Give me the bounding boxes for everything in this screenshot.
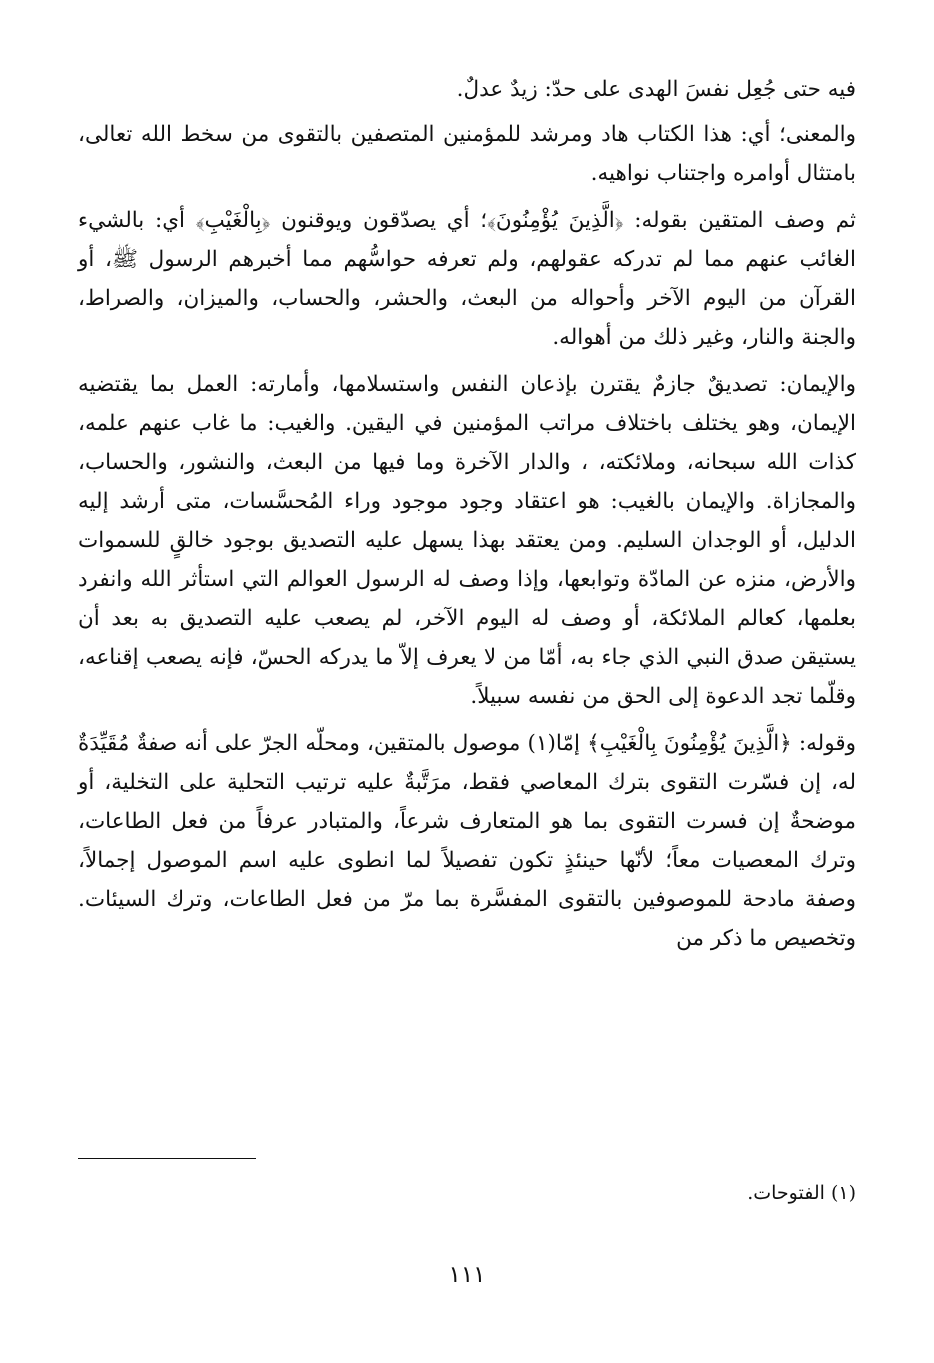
page-number: ١١١ [448,1262,486,1288]
paragraph-2: والمعنى؛ أي: هذا الكتاب هاد ومرشد للمؤمنين المتصفين بالتقوى من سخط الله تعالى، بامتثال أوامره واجتناب نواهيه. [78,122,856,186]
paragraph-3: ثم وصف المتقين بقوله: ﴿الَّذِينَ يُؤْمِنُونَ﴾؛ أي يصدّقون ويوقنون ﴿بِالْغَيْبِ﴾ أي: بالشيء الغائب عنهم مما لم تدركه عقولهم، ولم تعرفه حواسُّهم مما أخبرهم الرسول ﷺ، أو القرآن من اليوم الآخر وأحواله من البعث، والحشر، والحساب، والميزان، والصراط، والجنة والنار، وغير ذلك من أهواله. [78,208,856,350]
footnote-divider [78,1158,256,1159]
page-body [78,70,856,966]
paragraph-4: والإيمان: تصديقٌ جازمٌ يقترن بإذعان النفس واستسلامها، وأمارته: العمل بما يقتضيه الإيمان، وهو يختلف باختلاف مراتب المؤمنين في اليقين. والغيب: ما غاب عنهم علمه، كذات الله سبحانه، وملائكته، ، والدار الآخرة وما فيها من البعث، والنشور، والحساب، والمجازاة. والإيمان بالغيب: هو اعتقاد وجود موجود وراء المُحسَّسات، متى أرشد إليه الدليل، أو الوجدان السليم. ومن يعتقد بهذا يسهل عليه التصديق بوجود خالقٍ للسموات والأرض، منزه عن المادّة وتوابعها، وإذا وصف له الرسول العوالم التي استأثر الله وانفرد بعلمها، كعالم الملائكة، أو وصف له اليوم الآخر، لم يصعب عليه التصديق به بعد أن يستيقن صدق النبي الذي جاء به، أمّا من لا يعرف إلاّ ما يدركه الحسّ، فإنه يصعب إقناعه، وقلّما تجد الدعوة إلى الحق من نفسه سبيلاً. [78,372,856,709]
paragraph-1: فيه حتى جُعِل نفسَ الهدى على حدّ: زيدٌ عدلٌ. [456,77,856,102]
paragraph-5: وقوله: ﴿الَّذِينَ يُؤْمِنُونَ بِالْغَيْبِ﴾ إمّا(١) موصول بالمتقين، ومحلّه الجرّ على أنه صفةٌ مُقَيِّدَةٌ له، إن فسّرت التقوى بترك المعاصي فقط، مرَتَّبةٌ عليه ترتيب التحلية على التخلية، أو موضحةٌ إن فسرت التقوى بما هو المتعارف شرعاً، والمتبادر عرفاً من فعل الطاعات، وترك المعصيات معاً؛ لأنّها حينئذٍ تكون تفصيلاً لما انطوى عليه اسم الموصول إجمالاً، وصفة مادحة للموصوفين بالتقوى المفسَّرة بما مرّ من فعل الطاعات، وترك السيئات. وتخصيص ما ذكر من [78,731,856,951]
footnote: (١) الفتوحات. [747,1182,856,1204]
